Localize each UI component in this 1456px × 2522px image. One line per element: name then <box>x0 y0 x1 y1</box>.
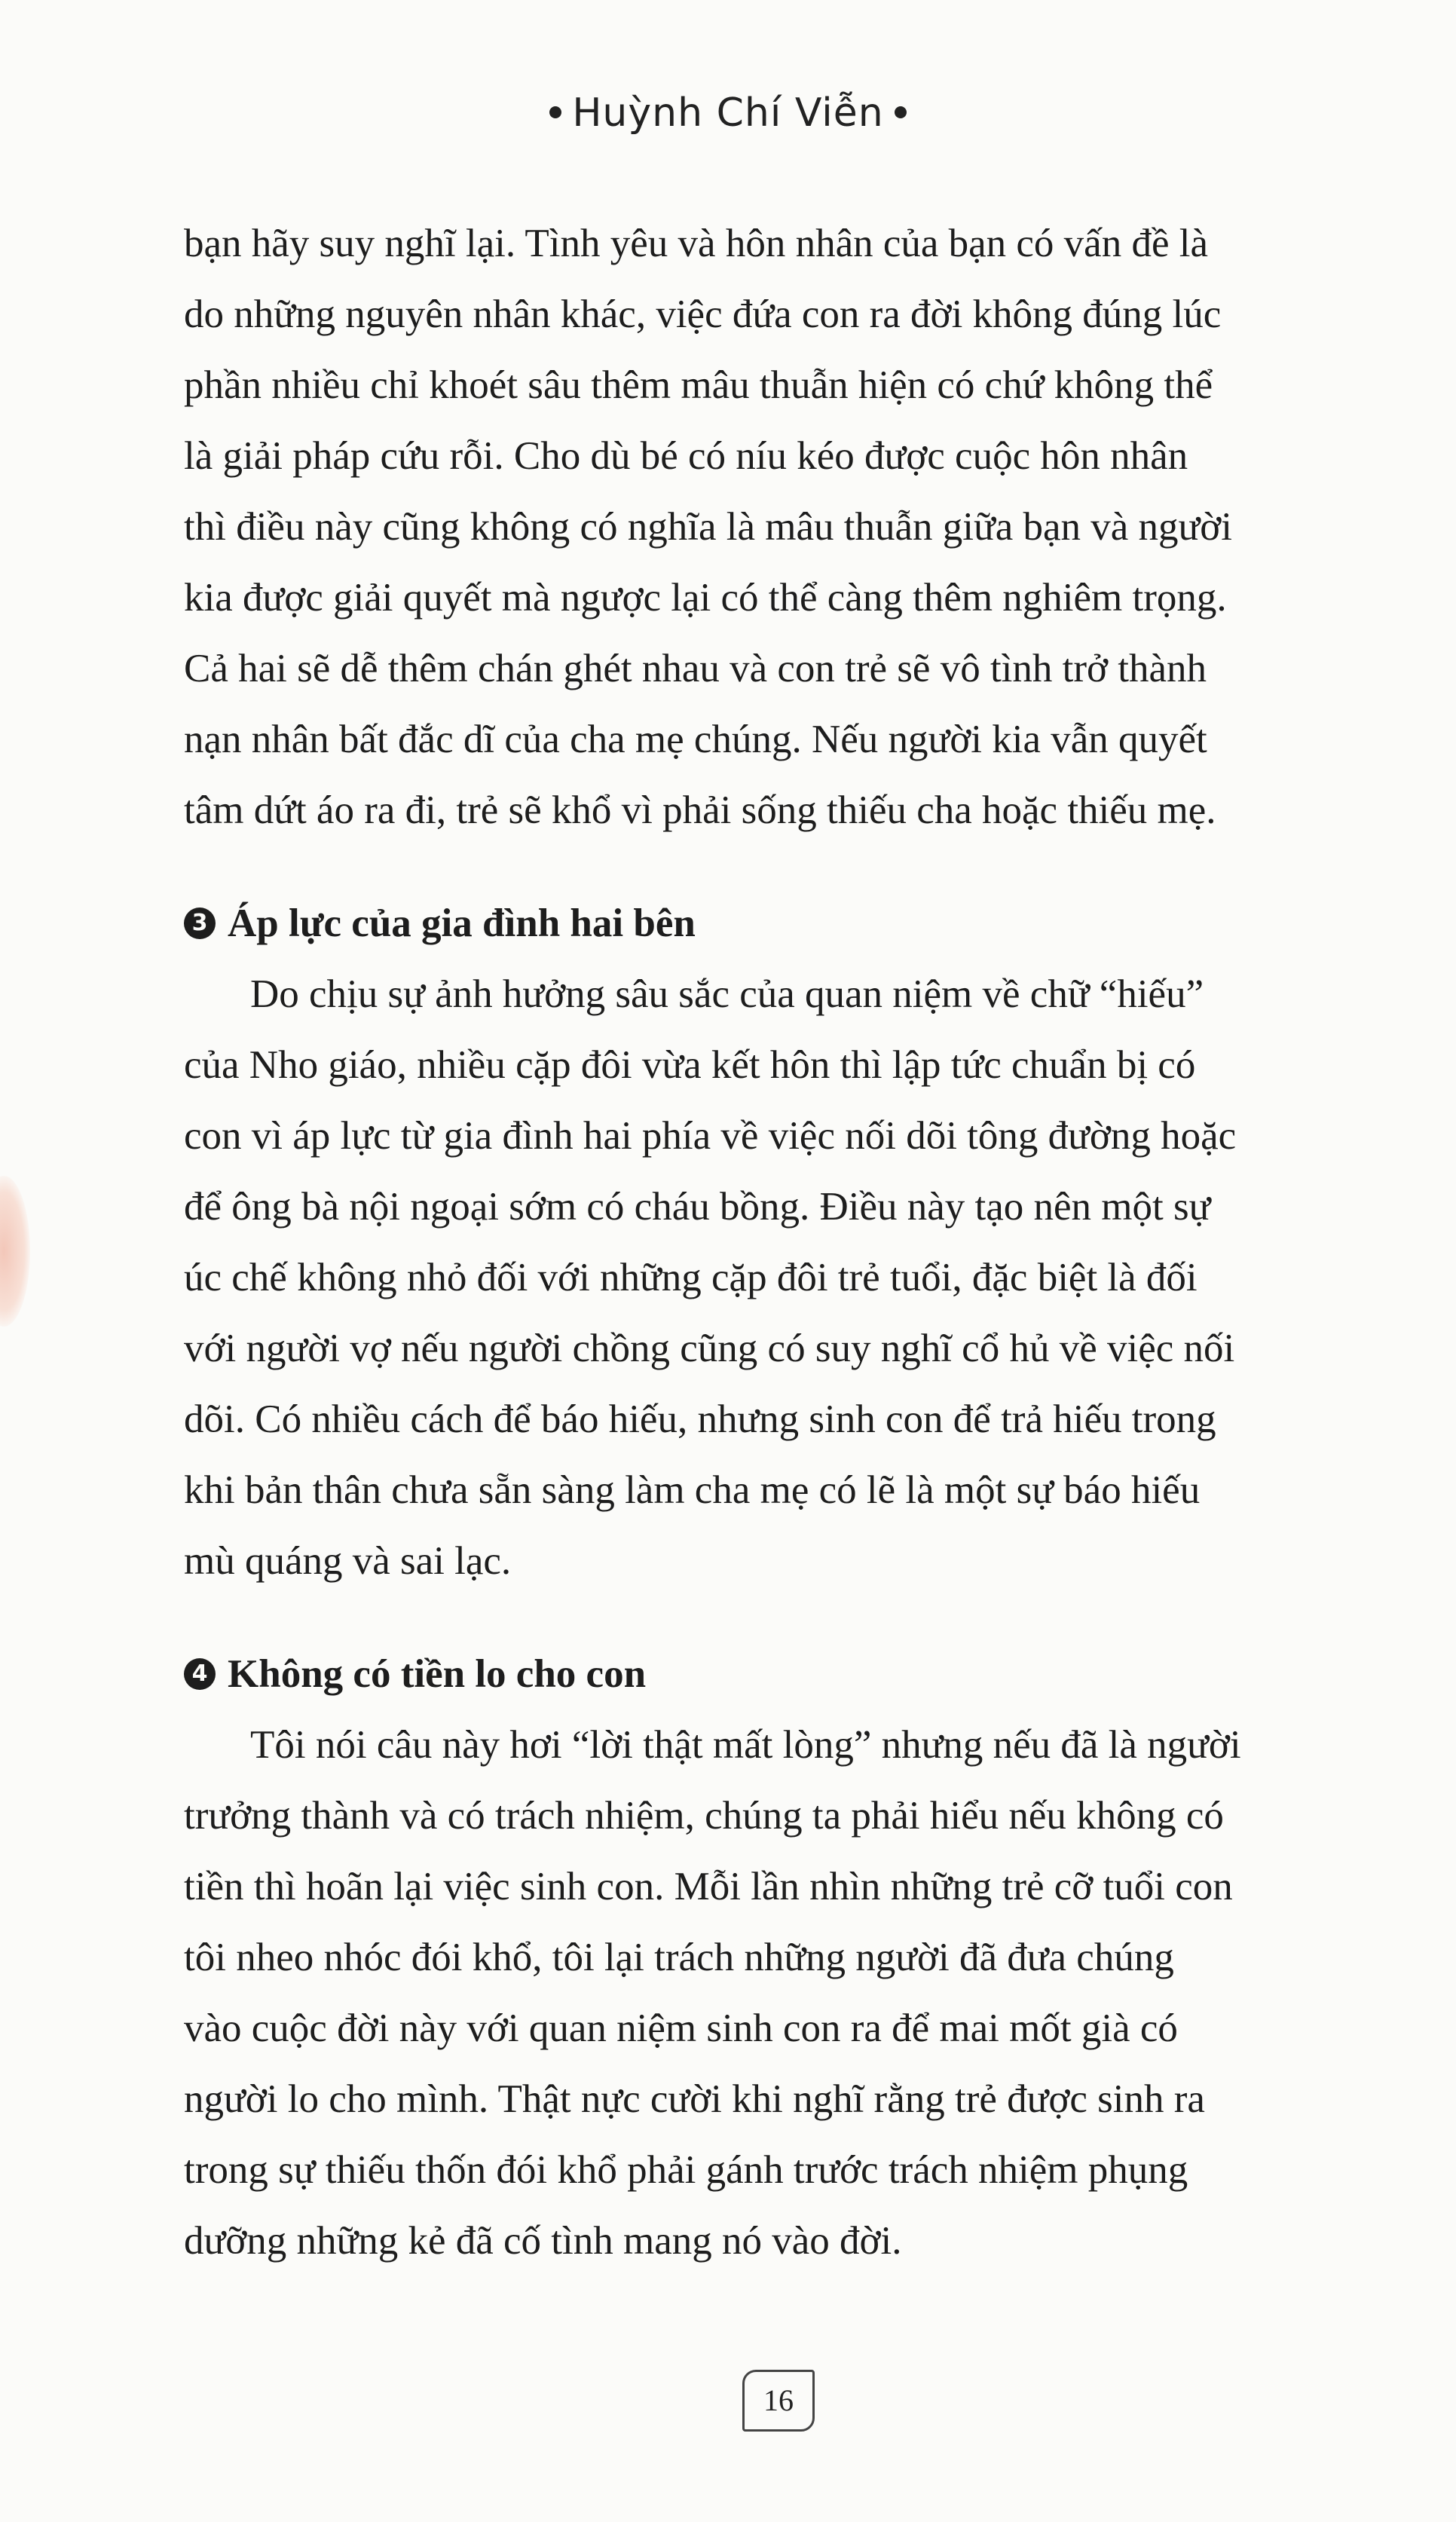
text-line: nạn nhân bất đắc dĩ của cha mẹ chúng. Nếu người kia vẫn quyết <box>184 718 1207 761</box>
page-body <box>184 208 1390 2276</box>
page-edge-stain <box>0 1176 30 1327</box>
text-line: úc chế không nhỏ đối với những cặp đôi trẻ tuổi, đặc biệt là đối <box>184 1256 1198 1299</box>
text-line: tâm dứt áo ra đi, trẻ sẽ khổ vì phải sống thiếu cha hoặc thiếu mẹ. <box>184 788 1216 832</box>
section-3-paragraph <box>184 959 1390 1596</box>
paragraph-continued <box>184 208 1390 846</box>
text-line: dõi. Có nhiều cách để báo hiếu, nhưng sinh con để trả hiếu trong <box>184 1397 1216 1441</box>
text-line: bạn hãy suy nghĩ lại. Tình yêu và hôn nhân của bạn có vấn đề là <box>184 222 1208 265</box>
text-line: Do chịu sự ảnh hưởng sâu sắc của quan niệm về chữ “hiếu” <box>250 972 1204 1016</box>
text-line: kia được giải quyết mà ngược lại có thể càng thêm nghiêm trọng. <box>184 576 1227 620</box>
text-line: tôi nheo nhóc đói khổ, tôi lại trách những người đã đưa chúng <box>184 1936 1174 1979</box>
section-4-paragraph <box>184 1709 1390 2276</box>
text-line: của Nho giáo, nhiều cặp đôi vừa kết hôn thì lập tức chuẩn bị có <box>184 1043 1196 1087</box>
section-3-title: Áp lực của gia đình hai bên <box>228 901 696 945</box>
text-line: phần nhiều chỉ khoét sâu thêm mâu thuẫn hiện có chứ không thể <box>184 363 1213 407</box>
text-line: thì điều này cũng không có nghĩa là mâu thuẫn giữa bạn và người <box>184 505 1233 549</box>
text-line: mù quáng và sai lạc. <box>184 1539 512 1583</box>
text-line: người lo cho mình. Thật nực cười khi nghĩ rằng trẻ được sinh ra <box>184 2077 1205 2121</box>
running-header <box>0 90 1456 136</box>
header-right-bullet-icon <box>895 106 907 118</box>
text-line: vào cuộc đời này với quan niệm sinh con ra để mai mốt già có <box>184 2006 1178 2050</box>
page-number: 16 <box>742 2370 815 2432</box>
section-3-heading <box>184 888 1390 959</box>
text-line: dưỡng những kẻ đã cố tình mang nó vào đời. <box>184 2219 902 2263</box>
text-line: Tôi nói câu này hơi “lời thật mất lòng” nhưng nếu đã là người <box>250 1723 1241 1767</box>
text-line: do những nguyên nhân khác, việc đứa con ra đời không đúng lúc <box>184 292 1222 336</box>
text-line: con vì áp lực từ gia đình hai phía về việc nối dõi tông đường hoặc <box>184 1114 1237 1158</box>
section-4-title: Không có tiền lo cho con <box>228 1652 647 1696</box>
text-line: để ông bà nội ngoại sớm có cháu bồng. Điều này tạo nên một sự <box>184 1185 1211 1229</box>
text-line: trưởng thành và có trách nhiệm, chúng ta phải hiểu nếu không có <box>184 1794 1224 1838</box>
text-line: Cả hai sẽ dễ thêm chán ghét nhau và con trẻ sẽ vô tình trở thành <box>184 647 1207 690</box>
text-line: tiền thì hoãn lại việc sinh con. Mỗi lần nhìn những trẻ cỡ tuổi con <box>184 1865 1233 1908</box>
text-line: trong sự thiếu thốn đói khổ phải gánh trước trách nhiệm phụng <box>184 2148 1188 2192</box>
header-left-bullet-icon <box>549 106 561 118</box>
text-line: khi bản thân chưa sẵn sàng làm cha mẹ có lẽ là một sự báo hiếu <box>184 1468 1201 1512</box>
section-3-number-icon: 3 <box>184 907 216 939</box>
text-line: là giải pháp cứu rỗi. Cho dù bé có níu kéo được cuộc hôn nhân <box>184 434 1188 478</box>
section-4-number-icon: 4 <box>184 1658 216 1690</box>
section-4-heading <box>184 1639 1390 1709</box>
header-author: Huỳnh Chí Viễn <box>572 90 884 136</box>
text-line: với người vợ nếu người chồng cũng có suy nghĩ cổ hủ về việc nối <box>184 1327 1235 1370</box>
